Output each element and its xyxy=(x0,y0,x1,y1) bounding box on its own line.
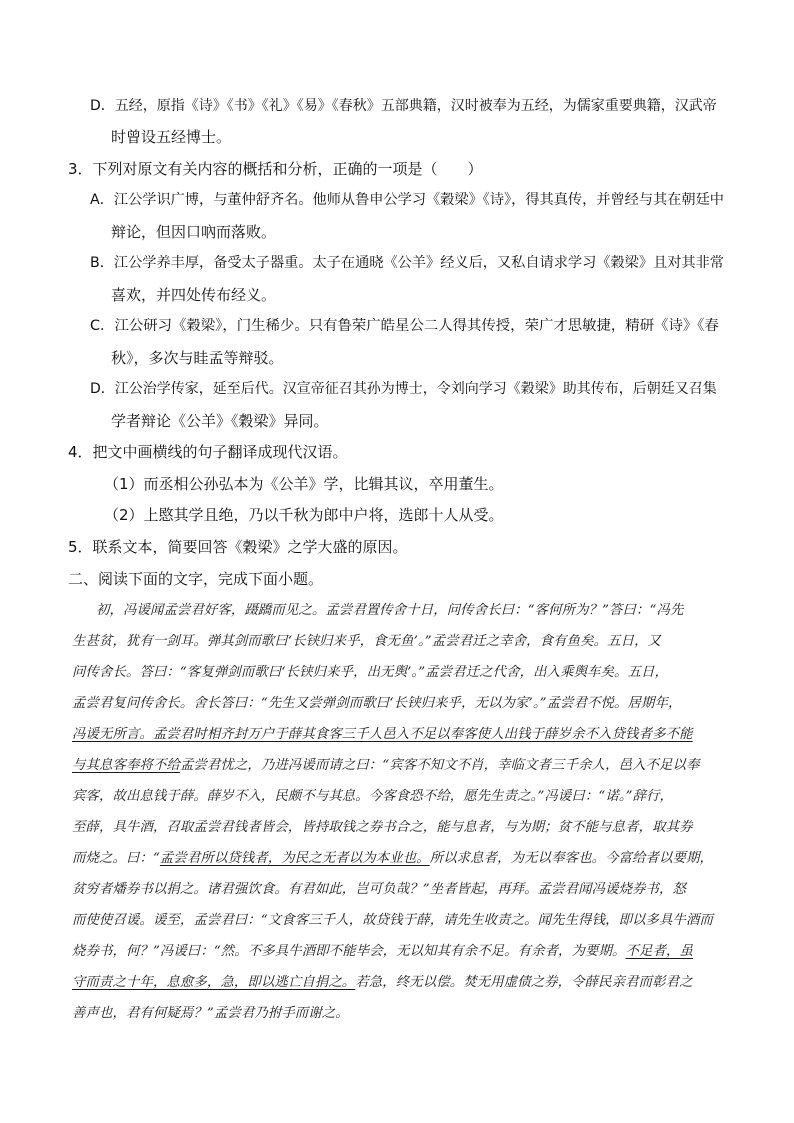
q3-option-a-line2: 辩论，但因口吶而落败。 xyxy=(111,223,277,241)
passage-line: 善声也，君有何疑焉？”孟尝君乃拊手而谢之。 xyxy=(72,1006,349,1021)
passage-line: 初，冯谖闻孟尝君好客，蹑蹻而见之。孟尝君置传舍十日，问传舍长曰：“客何所为？”答曰：“冯先 xyxy=(96,603,684,618)
underlined-sentence: 不足者，虽 xyxy=(625,944,693,959)
passage-text: 若急，终无以偿。焚无用虚债之券，令薛民亲君而彰君之 xyxy=(355,975,693,990)
q4-stem: 4．把文中画横线的句子翻译成现代汉语。 xyxy=(68,443,348,461)
passage-line: 问传舍长。答曰：“客复弹剑而歌曰‘长铗归来乎，出无舆’。”孟尝君迁之代舍，出入乘舆车矣。五日， xyxy=(72,665,668,680)
q3-option-d-line1: D．江公治学传家，延至后代。汉宣帝征召其孙为博士，令刘向学习《穀梁》助其传布，后朝廷又召集 xyxy=(90,381,717,397)
passage-line: 宾客，故出息钱于薛。薛岁不入，民颇不与其息。今客食恐不给，愿先生责之。”冯谖曰：“诺。”辞行， xyxy=(72,789,674,804)
passage-line: 而使使召谖。谖至，孟尝君曰：“文食客三千人，故贷钱于薛，请先生收责之。闻先生得钱，即以多具牛酒而 xyxy=(72,913,714,928)
q3-option-d-line2: 学者辩论《公羊》《穀梁》异同。 xyxy=(111,412,329,430)
section-2-heading: 二、阅读下面的文字，完成下面小题。 xyxy=(68,570,324,588)
underlined-sentence: 守而责之十年，息愈多，急，即以逃亡自捐之。 xyxy=(72,975,356,990)
passage-line xyxy=(72,942,693,962)
passage-line xyxy=(72,756,700,776)
q4-sentence-2: （2）上愍其学且绝，乃以千秋为郎中户将，选郎十人从受。 xyxy=(104,506,504,524)
passage-line: 至薛，具牛酒，召取孟尝君钱者皆会，皆持取钱之券书合之，能与息者，与为期；贫不能与息者，取其券 xyxy=(72,820,693,835)
passage-line: 孟尝君复问传舍长。舍长答曰：“先生又尝弹剑而歌曰‘长铗归来乎，无以为家’。”孟尝君不悦。居期年， xyxy=(72,696,682,711)
q3-option-b-line1: B．江公学养丰厚，备受太子器重。太子在通晓《公羊》经义后，又私自请求学习《穀梁》且对其非常 xyxy=(90,255,724,271)
q4-sentence-1: （1）而丞相公孙弘本为《公羊》学，比辑其议，卒用董生。 xyxy=(104,475,504,493)
underlined-sentence: 孟尝君所以贷钱者，为民之无者以为本业也。 xyxy=(159,851,430,866)
q3-option-a-line1: A．江公学识广博，与董仲舒齐名。他师从鲁申公学习《穀梁》《诗》，得其真传，并曾经与其在朝廷中 xyxy=(90,192,724,208)
passage-text: 而烧之。曰：“ xyxy=(72,851,160,866)
q3-option-b-line2: 喜欢，并四处传布经义。 xyxy=(111,286,277,304)
q5-stem: 5．联系文本，简要回答《穀梁》之学大盛的原因。 xyxy=(68,538,408,556)
passage-line: 生甚贫，犹有一剑耳。弹其剑而歌曰‘长铗归来乎，食无鱼’。”孟尝君迁之幸舍，食有鱼矣。五日，又 xyxy=(72,634,662,649)
q2-option-d-line2: 时曾设五经博士。 xyxy=(111,128,232,146)
q3-stem: 3．下列对原文有关内容的概括和分析，正确的一项是（ ） xyxy=(68,160,483,178)
underlined-sentence: 与其息客奉将不给 xyxy=(72,758,180,773)
passage-text: 孟尝君忧之，乃进冯谖而请之曰：“宾客不知文不肖，幸临文者三千余人，邑入不足以奉 xyxy=(179,758,700,773)
passage-line xyxy=(72,973,693,993)
passage-text: 所以求息者，为无以奉客也。今富给者以要期， xyxy=(429,851,714,866)
q3-option-c-line2: 秋》，多次与眭孟等辩驳。 xyxy=(111,349,284,367)
q3-option-c-line1: C．江公研习《穀梁》，门生稀少。只有鲁荣广皓星公二人得其传授，荣广才思敏捷，精研《诗》《春 xyxy=(90,318,719,334)
passage-text: 烧券书，何？”冯谖曰：“然。不多具牛酒即不能毕会，无以知其有余不足。有余者，为要期。 xyxy=(72,944,626,959)
passage-line xyxy=(72,849,713,869)
passage-line-underlined: 冯谖无所言。孟尝君时相齐封万户于薛其食客三千人邑入不足以奉客使人出钱于薛岁余不入贷钱者多不能 xyxy=(72,727,693,742)
q2-option-d-line1: D．五经，原指《诗》《书》《礼》《易》《春秋》五部典籍，汉时被奉为五经，为儒家重要典籍，汉武帝 xyxy=(90,98,717,114)
passage-line: 贫穷者燔券书以捐之。诸君强饮食。有君如此，岂可负哉？”坐者皆起，再拜。孟尝君闻冯谖烧券书，怒 xyxy=(72,882,687,897)
